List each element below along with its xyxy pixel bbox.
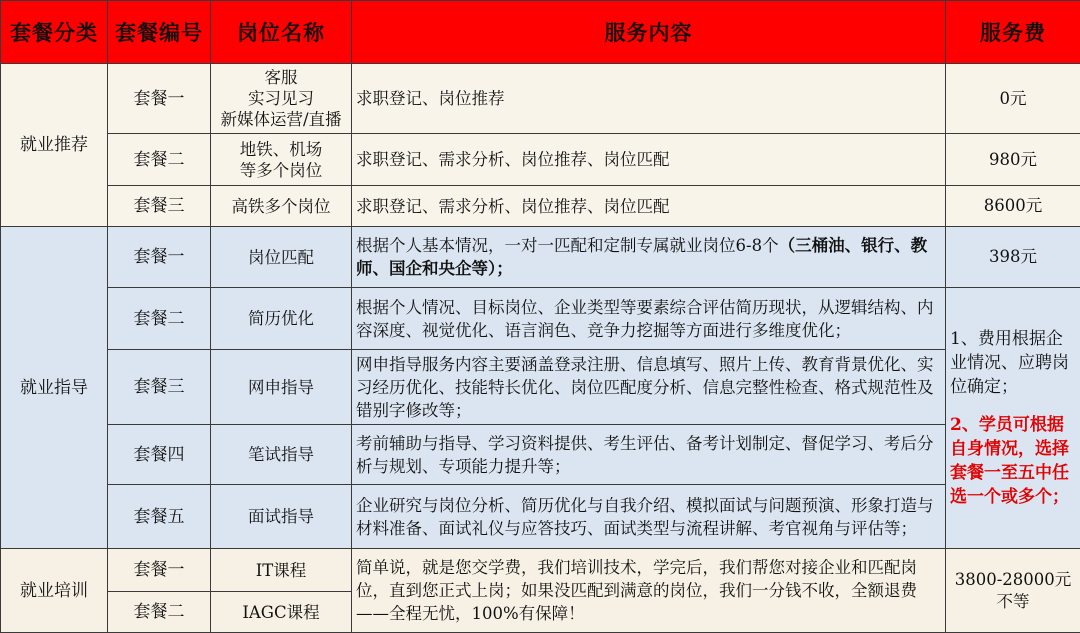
service-cell: 网申指导服务内容主要涵盖登录注册、信息填写、照片上传、教育背景优化、实习经历优化、技能特长优化、岗位匹配度分析、信息完整性检查、格式规范性及错别字修改等； (352, 350, 946, 425)
table-row (1, 549, 1080, 592)
fee-cell: 398元 (946, 227, 1080, 288)
package-cell: 套餐一 (108, 64, 211, 134)
package-cell: 套餐二 (108, 592, 211, 633)
fee-cell: 0元 (946, 64, 1080, 134)
header-package-id: 套餐编号 (108, 1, 211, 64)
position-cell: 地铁、机场 等多个岗位 (211, 134, 352, 186)
service-cell: 考前辅助与指导、学习资料提供、考生评估、备考计划制定、督促学习、考后分析与规划、专项能力提升等； (352, 425, 946, 485)
table-row (1, 186, 1080, 227)
service-highlight-text: （三桶油、银行、教师、国企和央企等）； (356, 236, 927, 278)
service-text: 根据个人基本情况，一对一匹配和定制专属就业岗位6-8个 (356, 236, 779, 255)
table-row (1, 64, 1080, 134)
category-cell: 就业培训 (1, 549, 108, 633)
package-cell: 套餐二 (108, 134, 211, 186)
header-row (1, 1, 1080, 64)
position-cell: 简历优化 (211, 288, 352, 350)
fee-cell: 3800-28000元 不等 (946, 549, 1080, 633)
package-cell: 套餐三 (108, 350, 211, 425)
service-cell: 求职登记、需求分析、岗位推荐、岗位匹配 (352, 134, 946, 186)
header-service-content: 服务内容 (352, 1, 946, 64)
table-row (1, 350, 1080, 425)
service-cell (352, 227, 946, 288)
package-cell: 套餐二 (108, 288, 211, 350)
table-row (1, 485, 1080, 549)
position-cell: 客服 实习见习 新媒体运营/直播 (211, 64, 352, 134)
position-cell: 岗位匹配 (211, 227, 352, 288)
service-cell: 企业研究与岗位分析、简历优化与自我介绍、模拟面试与问题预演、形象打造与材料准备、面试礼仪与应答技巧、面试类型与流程讲解、考官视角与评估等； (352, 485, 946, 549)
position-cell: 笔试指导 (211, 425, 352, 485)
service-cell: 求职登记、需求分析、岗位推荐、岗位匹配 (352, 186, 946, 227)
package-cell: 套餐三 (108, 186, 211, 227)
header-service-fee: 服务费 (946, 1, 1080, 64)
fee-cell: 980元 (946, 134, 1080, 186)
table-row (1, 134, 1080, 186)
fee-cell: 8600元 (946, 186, 1080, 227)
position-cell: 面试指导 (211, 485, 352, 549)
category-cell: 就业推荐 (1, 64, 108, 227)
header-position-name: 岗位名称 (211, 1, 352, 64)
table-row (1, 227, 1080, 288)
position-cell: IT课程 (211, 549, 352, 592)
package-cell: 套餐五 (108, 485, 211, 549)
fee-note-2: 2、学员可根据自身情况，选择套餐一至五中任选一个或多个； (950, 413, 1076, 509)
position-cell: 网申指导 (211, 350, 352, 425)
table-row (1, 288, 1080, 350)
fee-note-cell (946, 288, 1080, 549)
fee-note-1: 1、费用根据企业情况、应聘岗位确定； (950, 327, 1076, 399)
service-cell: 简单说，就是您交学费，我们培训技术，学完后，我们帮您对接企业和匹配岗位，直到您正式上岗；如果没匹配到满意的岗位，我们一分钱不收，全额退费——全程无忧，100%有保障！ (352, 549, 946, 633)
table-row (1, 425, 1080, 485)
service-cell: 根据个人情况、目标岗位、企业类型等要素综合评估简历现状，从逻辑结构、内容深度、视觉优化、语言润色、竞争力挖掘等方面进行多维度优化； (352, 288, 946, 350)
service-cell: 求职登记、岗位推荐 (352, 64, 946, 134)
package-cell: 套餐一 (108, 549, 211, 592)
header-category: 套餐分类 (1, 1, 108, 64)
position-cell: 高铁多个岗位 (211, 186, 352, 227)
position-cell: IAGC课程 (211, 592, 352, 633)
package-cell: 套餐一 (108, 227, 211, 288)
category-cell: 就业指导 (1, 227, 108, 549)
package-cell: 套餐四 (108, 425, 211, 485)
